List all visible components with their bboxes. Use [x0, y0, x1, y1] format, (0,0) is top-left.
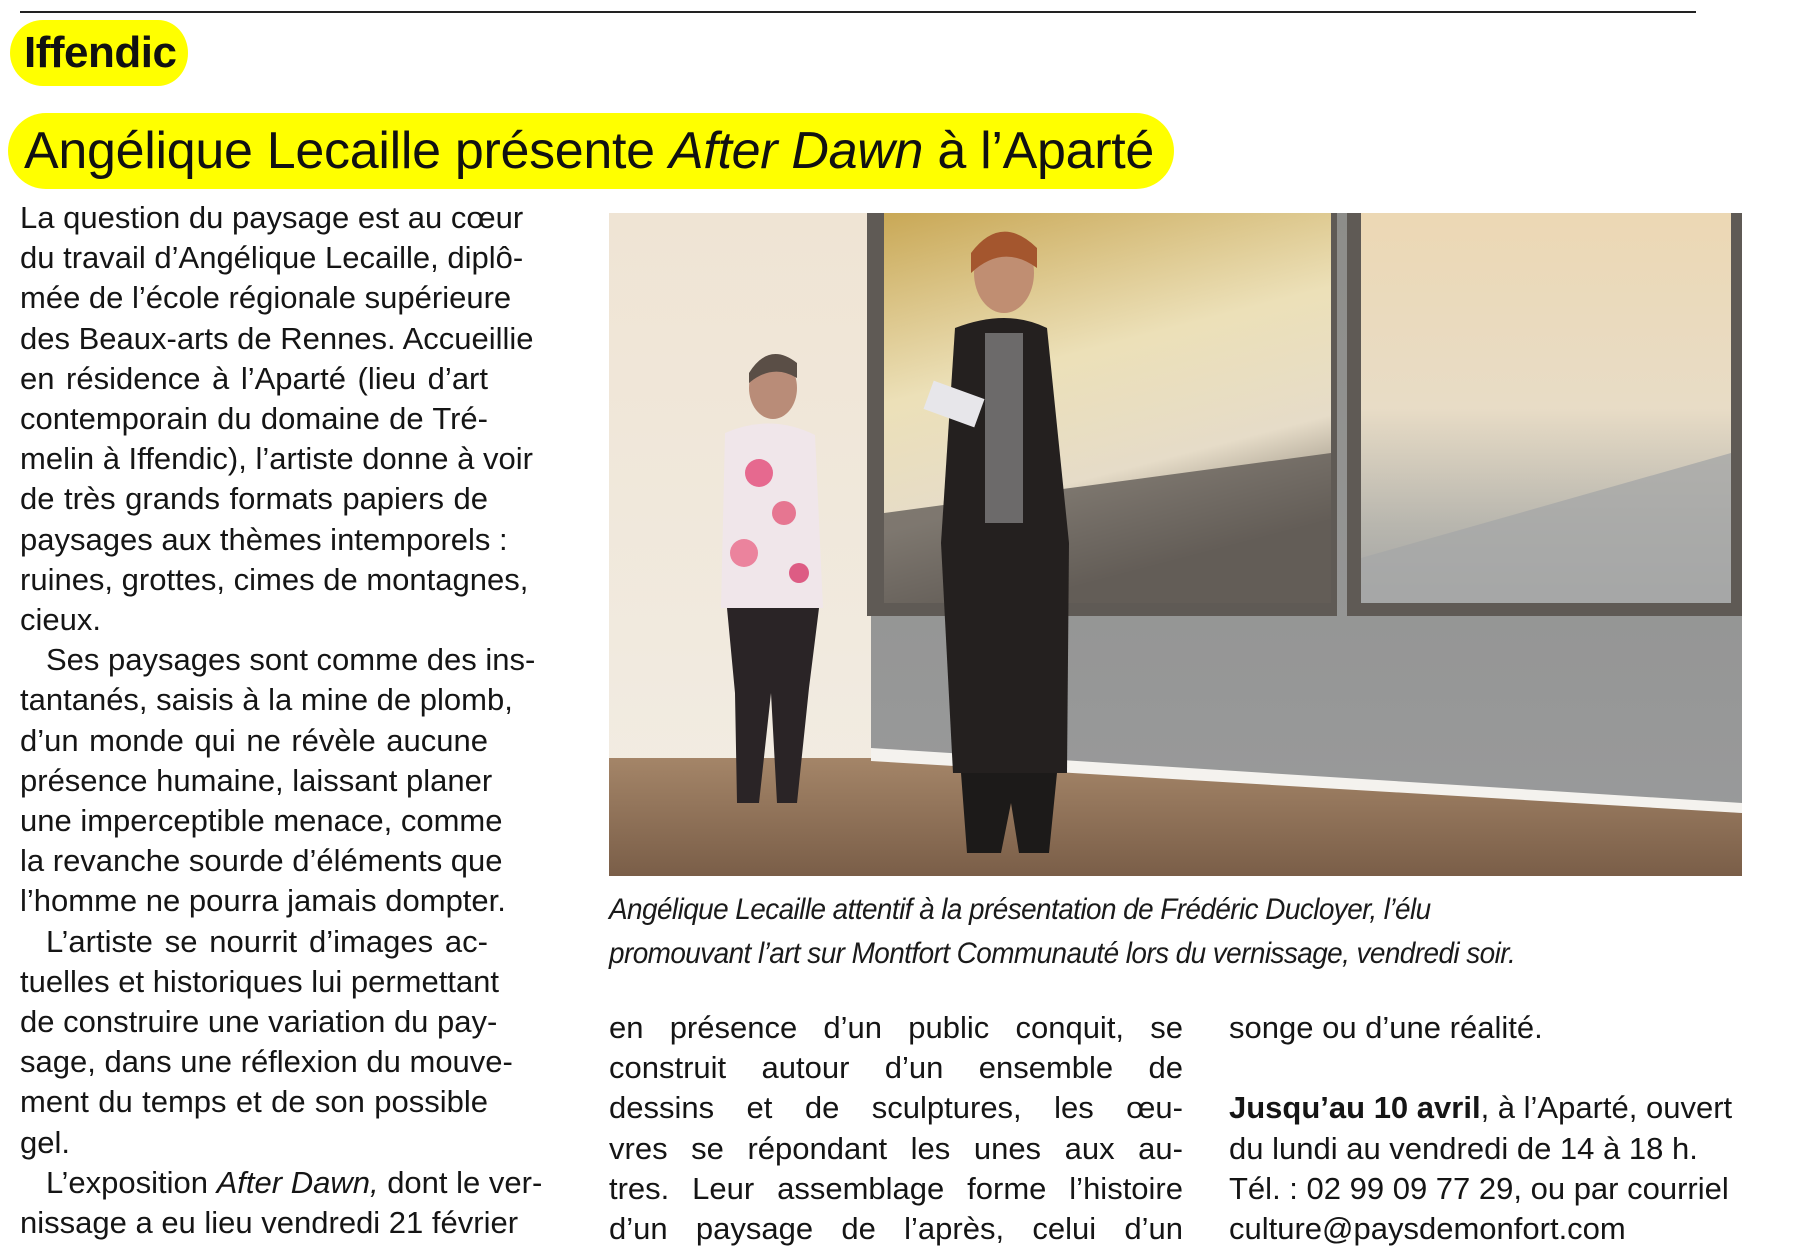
- contact-email: culture@paysdemonfort.com: [1229, 1211, 1626, 1247]
- body-column-1: [20, 198, 543, 1243]
- text-line: mée de l’école régionale supérieure: [20, 280, 512, 316]
- text-line: de construire une variation du pay-: [20, 1004, 498, 1040]
- info-text: , à l’Aparté, ouvert: [1480, 1090, 1733, 1126]
- text-line: une imperceptible menace, comme: [20, 803, 503, 839]
- text-line: tantanés, saisis à la mine de plomb,: [20, 682, 513, 718]
- text-line: en présence d’un public conquit, se: [609, 1010, 1183, 1045]
- text-line: des Beaux-arts de Rennes. Accueillie: [20, 320, 534, 356]
- headline-part2: à l’Aparté: [923, 122, 1154, 180]
- text-line: paysages aux thèmes intemporels :: [20, 521, 508, 557]
- info-line: Tél. : 02 99 09 77 29, ou par courriel: [1229, 1170, 1729, 1206]
- text-line: l’homme ne pourra jamais dompter.: [20, 883, 506, 919]
- text-line: Ses paysages sont comme des ins-: [46, 642, 536, 678]
- article-photo: [609, 213, 1742, 876]
- text-line: contemporain du domaine de Tré-: [20, 401, 488, 437]
- italic-title: After Dawn,: [216, 1164, 379, 1200]
- text-line: présence humaine, laissant planer: [20, 762, 493, 798]
- text-fragment: L’exposition: [46, 1164, 217, 1200]
- section-kicker: Iffendic: [10, 20, 188, 86]
- text-line: La question du paysage est au cœur: [20, 200, 524, 235]
- body-column-3: [1229, 1008, 1733, 1249]
- text-line: vres se répondant les unes aux au-: [609, 1130, 1183, 1166]
- text-line: la revanche sourde d’éléments que: [20, 843, 503, 879]
- text-line: construit autour d’un ensemble de: [609, 1050, 1183, 1086]
- text-line: ruines, grottes, cimes de montagnes,: [20, 561, 529, 597]
- text-line: cieux.: [20, 602, 101, 638]
- text-line: songe ou d’une réalité.: [1229, 1010, 1543, 1045]
- text-line: nissage a eu lieu vendredi 21 février: [20, 1205, 519, 1241]
- photo-illustration: [609, 213, 1742, 876]
- text-line: en résidence à l’Aparté (lieu d’art: [20, 360, 488, 396]
- text-line: de très grands formats papiers de: [20, 481, 488, 517]
- text-line: du travail d’Angélique Lecaille, diplô-: [20, 240, 524, 276]
- body-column-2: [609, 1008, 1183, 1249]
- headline-italic-title: After Dawn: [668, 122, 924, 180]
- text-fragment: dont le ver-: [378, 1164, 543, 1200]
- text-line: L’artiste se nourrit d’images ac-: [46, 923, 488, 959]
- top-rule: [20, 11, 1696, 13]
- text-line: gel.: [20, 1124, 70, 1160]
- text-line: ment du temps et de son possible: [20, 1084, 488, 1120]
- headline-part1: Angélique Lecaille présente: [24, 122, 669, 180]
- caption-line: Angélique Lecaille attentif à la présentation de Frédéric Ducloyer, l’élu: [609, 893, 1431, 926]
- text-line: d’un paysage de l’après, celui d’un: [609, 1211, 1183, 1247]
- info-date: Jusqu’au 10 avril: [1229, 1090, 1481, 1126]
- caption-line: promouvant l’art sur Montfort Communauté lors du vernissage, vendredi soir.: [609, 937, 1516, 970]
- info-line: [1229, 1088, 1733, 1128]
- photo-caption: [609, 888, 1669, 976]
- text-line: [20, 1163, 543, 1203]
- text-line: tres. Leur assemblage forme l’histoire: [609, 1170, 1183, 1206]
- info-line: du lundi au vendredi de 14 à 18 h.: [1229, 1130, 1698, 1166]
- blank-line: [1229, 1048, 1693, 1088]
- text-line: sage, dans une réflexion du mouve-: [20, 1044, 513, 1080]
- text-line: melin à Iffendic), l’artiste donne à voir: [20, 441, 533, 477]
- text-line: tuelles et historiques lui permettant: [20, 963, 500, 999]
- headline: [8, 113, 1174, 189]
- text-line: d’un monde qui ne révèle aucune: [20, 722, 488, 758]
- text-line: dessins et de sculptures, les œu-: [609, 1090, 1183, 1126]
